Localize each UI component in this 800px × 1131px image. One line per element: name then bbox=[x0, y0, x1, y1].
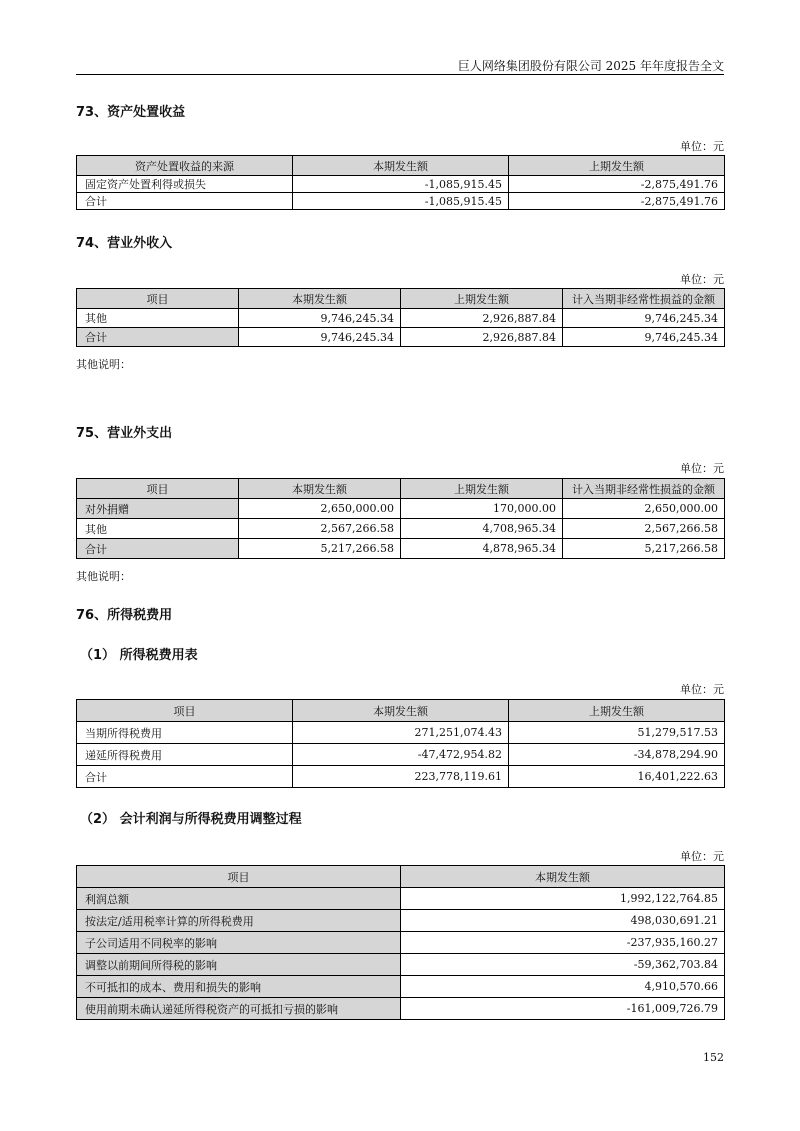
table-row bbox=[77, 519, 725, 539]
cell-value: -1,085,915.45 bbox=[293, 176, 509, 193]
page-number: 152 bbox=[703, 1051, 724, 1064]
row-label: 递延所得税费用 bbox=[77, 744, 293, 766]
column-header: 本期发生额 bbox=[239, 479, 401, 499]
cell-value: 223,778,119.61 bbox=[293, 766, 509, 788]
row-label: 按法定/适用税率计算的所得税费用 bbox=[77, 910, 401, 932]
cell-value: 9,746,245.34 bbox=[563, 309, 725, 328]
cell-value: -2,875,491.76 bbox=[509, 176, 725, 193]
row-label: 合计 bbox=[77, 193, 293, 210]
column-header: 上期发生额 bbox=[509, 700, 725, 722]
cell-value: 1,992,122,764.85 bbox=[401, 888, 725, 910]
table-header-row bbox=[77, 289, 725, 309]
cell-value: -47,472,954.82 bbox=[293, 744, 509, 766]
cell-value: -34,878,294.90 bbox=[509, 744, 725, 766]
table-row bbox=[77, 193, 725, 210]
column-header: 项目 bbox=[77, 289, 239, 309]
table-header-row bbox=[77, 479, 725, 499]
subsection-1-unit: 单位：元 bbox=[680, 683, 724, 696]
row-label: 固定资产处置利得或损失 bbox=[77, 176, 293, 193]
column-header: 计入当期非经常性损益的金额 bbox=[563, 479, 725, 499]
cell-value: 2,926,887.84 bbox=[401, 328, 563, 347]
cell-value: -237,935,160.27 bbox=[401, 932, 725, 954]
column-header: 本期发生额 bbox=[401, 866, 725, 888]
cell-value: 9,746,245.34 bbox=[563, 328, 725, 347]
table-row bbox=[77, 766, 725, 788]
cell-value: 51,279,517.53 bbox=[509, 722, 725, 744]
cell-value: 2,567,266.58 bbox=[239, 519, 401, 539]
column-header: 项目 bbox=[77, 866, 401, 888]
cell-value: 2,650,000.00 bbox=[239, 499, 401, 519]
column-header: 资产处置收益的来源 bbox=[77, 156, 293, 176]
income-tax-expense-table bbox=[76, 699, 725, 788]
row-label: 使用前期未确认递延所得税资产的可抵扣亏损的影响 bbox=[77, 998, 401, 1020]
cell-value: 9,746,245.34 bbox=[239, 309, 401, 328]
table-row bbox=[77, 954, 725, 976]
section-76-heading: 76、所得税费用 bbox=[76, 608, 173, 623]
cell-value: -161,009,726.79 bbox=[401, 998, 725, 1020]
cell-value: -2,875,491.76 bbox=[509, 193, 725, 210]
cell-value: 5,217,266.58 bbox=[239, 539, 401, 559]
column-header: 本期发生额 bbox=[239, 289, 401, 309]
table-row bbox=[77, 328, 725, 347]
row-label: 合计 bbox=[77, 328, 239, 347]
cell-value: 2,650,000.00 bbox=[563, 499, 725, 519]
table-row bbox=[77, 932, 725, 954]
asset-disposal-income-table bbox=[76, 155, 725, 210]
subsection-1-heading: （1） 所得税费用表 bbox=[80, 648, 198, 663]
cell-value: 4,910,570.66 bbox=[401, 976, 725, 998]
column-header: 本期发生额 bbox=[293, 700, 509, 722]
section-74-note: 其他说明： bbox=[76, 358, 131, 371]
row-label: 合计 bbox=[77, 539, 239, 559]
column-header: 上期发生额 bbox=[401, 479, 563, 499]
cell-value: 9,746,245.34 bbox=[239, 328, 401, 347]
cell-value: -1,085,915.45 bbox=[293, 193, 509, 210]
table-row bbox=[77, 722, 725, 744]
subsection-2-heading: （2） 会计利润与所得税费用调整过程 bbox=[80, 812, 302, 827]
table-row bbox=[77, 539, 725, 559]
row-label: 当期所得税费用 bbox=[77, 722, 293, 744]
row-label: 对外捐赠 bbox=[77, 499, 239, 519]
table-row bbox=[77, 176, 725, 193]
non-operating-income-table bbox=[76, 288, 725, 347]
cell-value: 271,251,074.43 bbox=[293, 722, 509, 744]
cell-value: 498,030,691.21 bbox=[401, 910, 725, 932]
table-row bbox=[77, 910, 725, 932]
subsection-2-unit: 单位：元 bbox=[680, 850, 724, 863]
cell-value: 4,708,965.34 bbox=[401, 519, 563, 539]
section-73-heading: 73、资产处置收益 bbox=[76, 105, 186, 120]
column-header: 项目 bbox=[77, 700, 293, 722]
section-73-unit: 单位：元 bbox=[680, 140, 724, 153]
table-row bbox=[77, 309, 725, 328]
table-header-row bbox=[77, 156, 725, 176]
row-label: 调整以前期间所得税的影响 bbox=[77, 954, 401, 976]
report-title: 巨人网络集团股份有限公司 2025 年年度报告全文 bbox=[457, 59, 724, 73]
row-label: 利润总额 bbox=[77, 888, 401, 910]
section-74-heading: 74、营业外收入 bbox=[76, 236, 173, 251]
non-operating-expense-table bbox=[76, 478, 725, 559]
cell-value: -59,362,703.84 bbox=[401, 954, 725, 976]
table-header-row bbox=[77, 866, 725, 888]
row-label: 其他 bbox=[77, 309, 239, 328]
page-header bbox=[76, 55, 724, 75]
cell-value: 4,878,965.34 bbox=[401, 539, 563, 559]
row-label: 合计 bbox=[77, 766, 293, 788]
section-75-unit: 单位：元 bbox=[680, 462, 724, 475]
column-header: 上期发生额 bbox=[401, 289, 563, 309]
column-header: 项目 bbox=[77, 479, 239, 499]
table-row bbox=[77, 998, 725, 1020]
tax-reconciliation-table bbox=[76, 865, 725, 1020]
row-label: 子公司适用不同税率的影响 bbox=[77, 932, 401, 954]
cell-value: 5,217,266.58 bbox=[563, 539, 725, 559]
cell-value: 16,401,222.63 bbox=[509, 766, 725, 788]
column-header: 本期发生额 bbox=[293, 156, 509, 176]
cell-value: 170,000.00 bbox=[401, 499, 563, 519]
cell-value: 2,926,887.84 bbox=[401, 309, 563, 328]
table-row bbox=[77, 744, 725, 766]
section-74-unit: 单位：元 bbox=[680, 273, 724, 286]
row-label: 其他 bbox=[77, 519, 239, 539]
table-row bbox=[77, 888, 725, 910]
cell-value: 2,567,266.58 bbox=[563, 519, 725, 539]
column-header: 计入当期非经常性损益的金额 bbox=[563, 289, 725, 309]
table-row bbox=[77, 499, 725, 519]
table-row bbox=[77, 976, 725, 998]
section-75-note: 其他说明： bbox=[76, 570, 131, 583]
column-header: 上期发生额 bbox=[509, 156, 725, 176]
table-header-row bbox=[77, 700, 725, 722]
section-75-heading: 75、营业外支出 bbox=[76, 426, 173, 441]
row-label: 不可抵扣的成本、费用和损失的影响 bbox=[77, 976, 401, 998]
